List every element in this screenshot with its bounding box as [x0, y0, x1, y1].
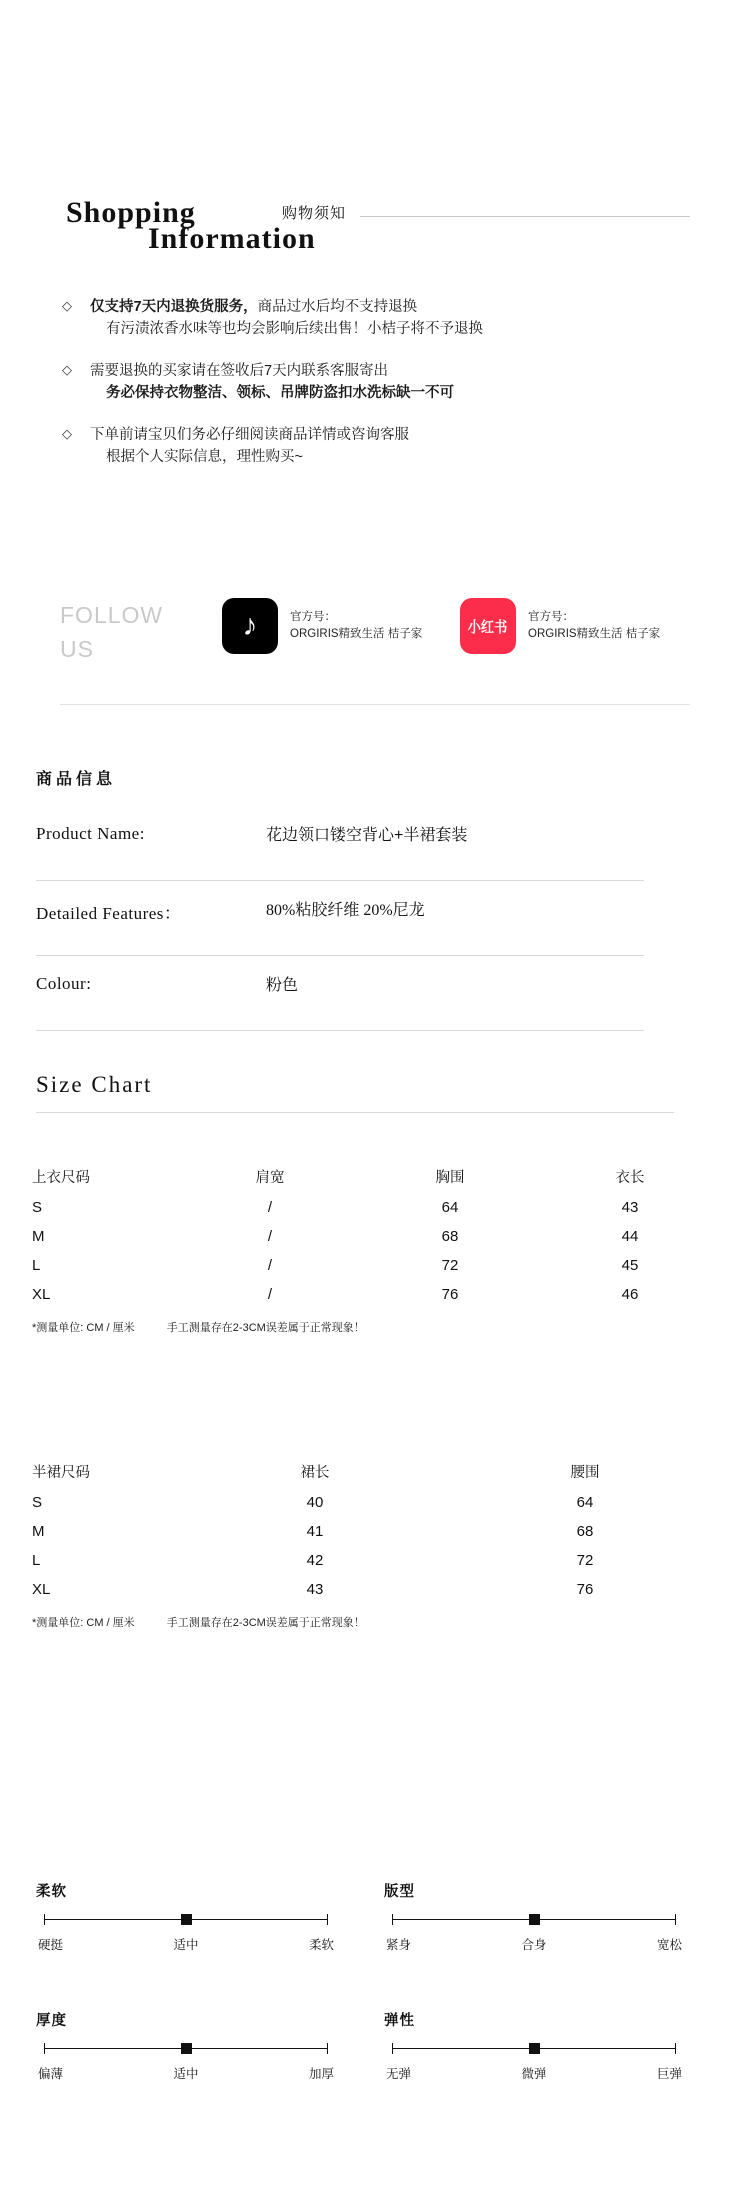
attribute-thickness-label-2: 加厚	[308, 2067, 334, 2081]
top-table-note-right: 手工测量存在2-3CM误差属于正常现象！	[166, 1322, 365, 1334]
product-info-row	[36, 881, 674, 956]
follow-us-section	[60, 590, 700, 690]
attribute-elasticity-track[interactable]	[384, 2040, 684, 2058]
attribute-elasticity-label-0: 无弹	[386, 2067, 412, 2081]
attribute-softness-label-1: 适中	[173, 1938, 199, 1952]
header-divider	[360, 216, 690, 217]
top-row1-bust: 68	[441, 1228, 459, 1245]
attribute-softness-label-0: 硬挺	[38, 1938, 64, 1952]
tiktok-icon[interactable]	[222, 598, 278, 654]
note-line-1	[90, 296, 700, 318]
follow-us-label: FOLLOW US	[60, 602, 164, 662]
product-info-row	[36, 806, 674, 881]
diamond-icon: ◇	[62, 426, 72, 441]
top-row2-shoulder: /	[267, 1257, 273, 1274]
product-info-row	[36, 956, 674, 1031]
skirt-table-header-0: 半裙尺码	[32, 1465, 90, 1481]
xiaohongshu-account-label: 官方号：	[528, 611, 574, 623]
top-table-header-0: 上衣尺码	[32, 1170, 90, 1186]
social-account-xiaohongshu[interactable]	[460, 598, 660, 654]
skirt-table-header-2: 腰围	[570, 1465, 600, 1481]
detailed-features-value: 80%粘胶纤维 20%尼龙	[266, 902, 425, 919]
shopping-title-block	[60, 196, 690, 258]
detailed-features-label: Detailed Features：	[36, 904, 182, 923]
product-name-value: 花边领口镂空背心+半裙套装	[266, 827, 468, 844]
attribute-thickness-label-1: 适中	[173, 2067, 199, 2081]
xiaohongshu-icon[interactable]	[460, 598, 516, 654]
xiaohongshu-account-name: ORGIRIS精致生活 桔子家	[528, 628, 661, 640]
attribute-thickness	[36, 2009, 336, 2082]
table-row	[30, 1488, 720, 1517]
shopping-information-header	[60, 196, 690, 258]
note-line-1: 下单前请宝贝们务必仔细阅读商品详情或咨询客服	[90, 427, 409, 443]
tiktok-note-glyph: ♪	[242, 609, 258, 642]
table-row	[30, 1575, 720, 1604]
skirt-row2-waist: 72	[576, 1552, 594, 1569]
skirt-row0-length: 40	[306, 1494, 324, 1511]
table-row	[30, 1222, 720, 1251]
top-row2-size: L	[32, 1257, 41, 1274]
table-row	[30, 1251, 720, 1280]
skirt-row1-waist: 68	[576, 1523, 594, 1540]
top-table-header-3: 衣长	[615, 1170, 645, 1186]
attribute-sliders	[36, 1880, 696, 2082]
top-row3-shoulder: /	[267, 1286, 273, 1303]
attribute-fit-label-1: 合身	[521, 1938, 547, 1952]
shopping-subtitle: 购物须知	[282, 205, 347, 222]
skirt-row0-size: S	[32, 1494, 43, 1511]
table-header-row	[30, 1160, 720, 1193]
attribute-elasticity-label-2: 巨弹	[656, 2067, 682, 2081]
note-strong: 仅支持7天内退换货服务，	[90, 299, 258, 315]
skirt-row3-waist: 76	[576, 1581, 594, 1598]
social-account-tiktok[interactable]	[222, 598, 422, 654]
attribute-softness-label: 柔软	[36, 1884, 67, 1900]
xiaohongshu-account-text	[528, 609, 660, 643]
product-name-label: Product Name:	[36, 824, 145, 843]
attribute-thickness-track[interactable]	[36, 2040, 336, 2058]
skirt-row1-length: 41	[306, 1523, 324, 1540]
note-item	[60, 360, 700, 404]
top-row3-size: XL	[32, 1286, 51, 1303]
skirt-row2-size: L	[32, 1552, 41, 1569]
skirt-table-note-left: *测量单位: CM / 厘米	[32, 1617, 135, 1629]
attribute-elasticity-label-1: 微弹	[521, 2067, 547, 2081]
table-row	[30, 1517, 720, 1546]
shopping-title-line2: Information	[148, 222, 316, 255]
product-info-table	[36, 806, 674, 1031]
top-row0-size: S	[32, 1199, 43, 1216]
top-row0-shoulder: /	[267, 1199, 273, 1216]
top-row0-length: 43	[621, 1199, 639, 1216]
attribute-fit-knob[interactable]	[529, 1914, 540, 1925]
shopping-title-line1: Shopping	[66, 196, 196, 229]
attribute-elasticity-knob[interactable]	[529, 2043, 540, 2054]
top-row1-size: M	[32, 1228, 45, 1245]
colour-value: 粉色	[266, 977, 299, 994]
skirt-table-header-1: 裙长	[300, 1465, 330, 1481]
top-row1-length: 44	[621, 1228, 639, 1245]
note-line-2	[90, 382, 700, 404]
note-item	[60, 424, 700, 468]
note-line-2: 根据个人实际信息，理性购买~	[106, 449, 303, 465]
top-row3-length: 46	[621, 1286, 639, 1303]
diamond-icon: ◇	[62, 298, 72, 313]
attribute-fit	[384, 1880, 684, 1953]
row-divider	[36, 1030, 644, 1031]
note-strong: 务必保持衣物整洁、领标、吊牌防盗扣水洗标缺一不可	[106, 385, 454, 401]
note-item	[60, 296, 700, 340]
table-note-row	[30, 1604, 720, 1636]
attribute-softness	[36, 1880, 336, 1953]
note-line-2: 有污渍浓香水味等也均会影响后续出售！小桔子将不予退换	[106, 321, 483, 337]
attribute-softness-knob[interactable]	[181, 1914, 192, 1925]
tiktok-account-label: 官方号：	[290, 611, 336, 623]
top-table-header-1: 肩宽	[255, 1170, 285, 1186]
attribute-thickness-label: 厚度	[36, 2013, 67, 2029]
shopping-notes	[60, 296, 700, 488]
skirt-table-note-right: 手工测量存在2-3CM误差属于正常现象！	[166, 1617, 365, 1629]
skirt-row0-waist: 64	[576, 1494, 594, 1511]
top-row2-bust: 72	[441, 1257, 459, 1274]
table-row	[30, 1546, 720, 1575]
top-row0-bust: 64	[441, 1199, 459, 1216]
attribute-fit-label-0: 紧身	[386, 1938, 412, 1952]
attribute-fit-label-2: 宽松	[656, 1938, 682, 1952]
skirt-row1-size: M	[32, 1523, 45, 1540]
note-line-1: 需要退换的买家请在签收后7天内联系客服寄出	[90, 363, 389, 379]
tiktok-account-text	[290, 609, 422, 643]
tiktok-account-name: ORGIRIS精致生活 桔子家	[290, 628, 423, 640]
table-row	[30, 1193, 720, 1222]
note-rest: 商品过水后均不支持退换	[257, 299, 418, 315]
skirt-size-table	[30, 1455, 720, 1636]
top-size-table	[30, 1160, 720, 1341]
skirt-row2-length: 42	[306, 1552, 324, 1569]
size-chart-heading: Size Chart	[36, 1072, 153, 1097]
top-row2-length: 45	[621, 1257, 639, 1274]
table-header-row	[30, 1455, 720, 1488]
attribute-thickness-knob[interactable]	[181, 2043, 192, 2054]
attribute-thickness-label-0: 偏薄	[38, 2067, 64, 2081]
attribute-softness-label-2: 柔软	[308, 1938, 334, 1952]
table-note-row	[30, 1309, 720, 1341]
attribute-softness-track[interactable]	[36, 1911, 336, 1929]
skirt-row3-size: XL	[32, 1581, 51, 1598]
attribute-fit-track[interactable]	[384, 1911, 684, 1929]
top-table-note-left: *测量单位: CM / 厘米	[32, 1322, 135, 1334]
top-table-header-2: 胸围	[435, 1170, 465, 1186]
attribute-elasticity-label: 弹性	[384, 2013, 415, 2029]
table-row	[30, 1280, 720, 1309]
skirt-row3-length: 43	[306, 1581, 324, 1598]
attribute-elasticity	[384, 2009, 684, 2082]
attribute-fit-label: 版型	[384, 1884, 415, 1900]
top-row3-bust: 76	[441, 1286, 459, 1303]
diamond-icon: ◇	[62, 362, 72, 377]
colour-label: Colour:	[36, 974, 92, 993]
size-chart-divider	[36, 1112, 674, 1113]
product-info-heading: 商品信息	[36, 771, 117, 788]
section-divider	[60, 704, 690, 705]
xiaohongshu-wordmark: 小红书	[468, 618, 508, 636]
top-row1-shoulder: /	[267, 1228, 273, 1245]
